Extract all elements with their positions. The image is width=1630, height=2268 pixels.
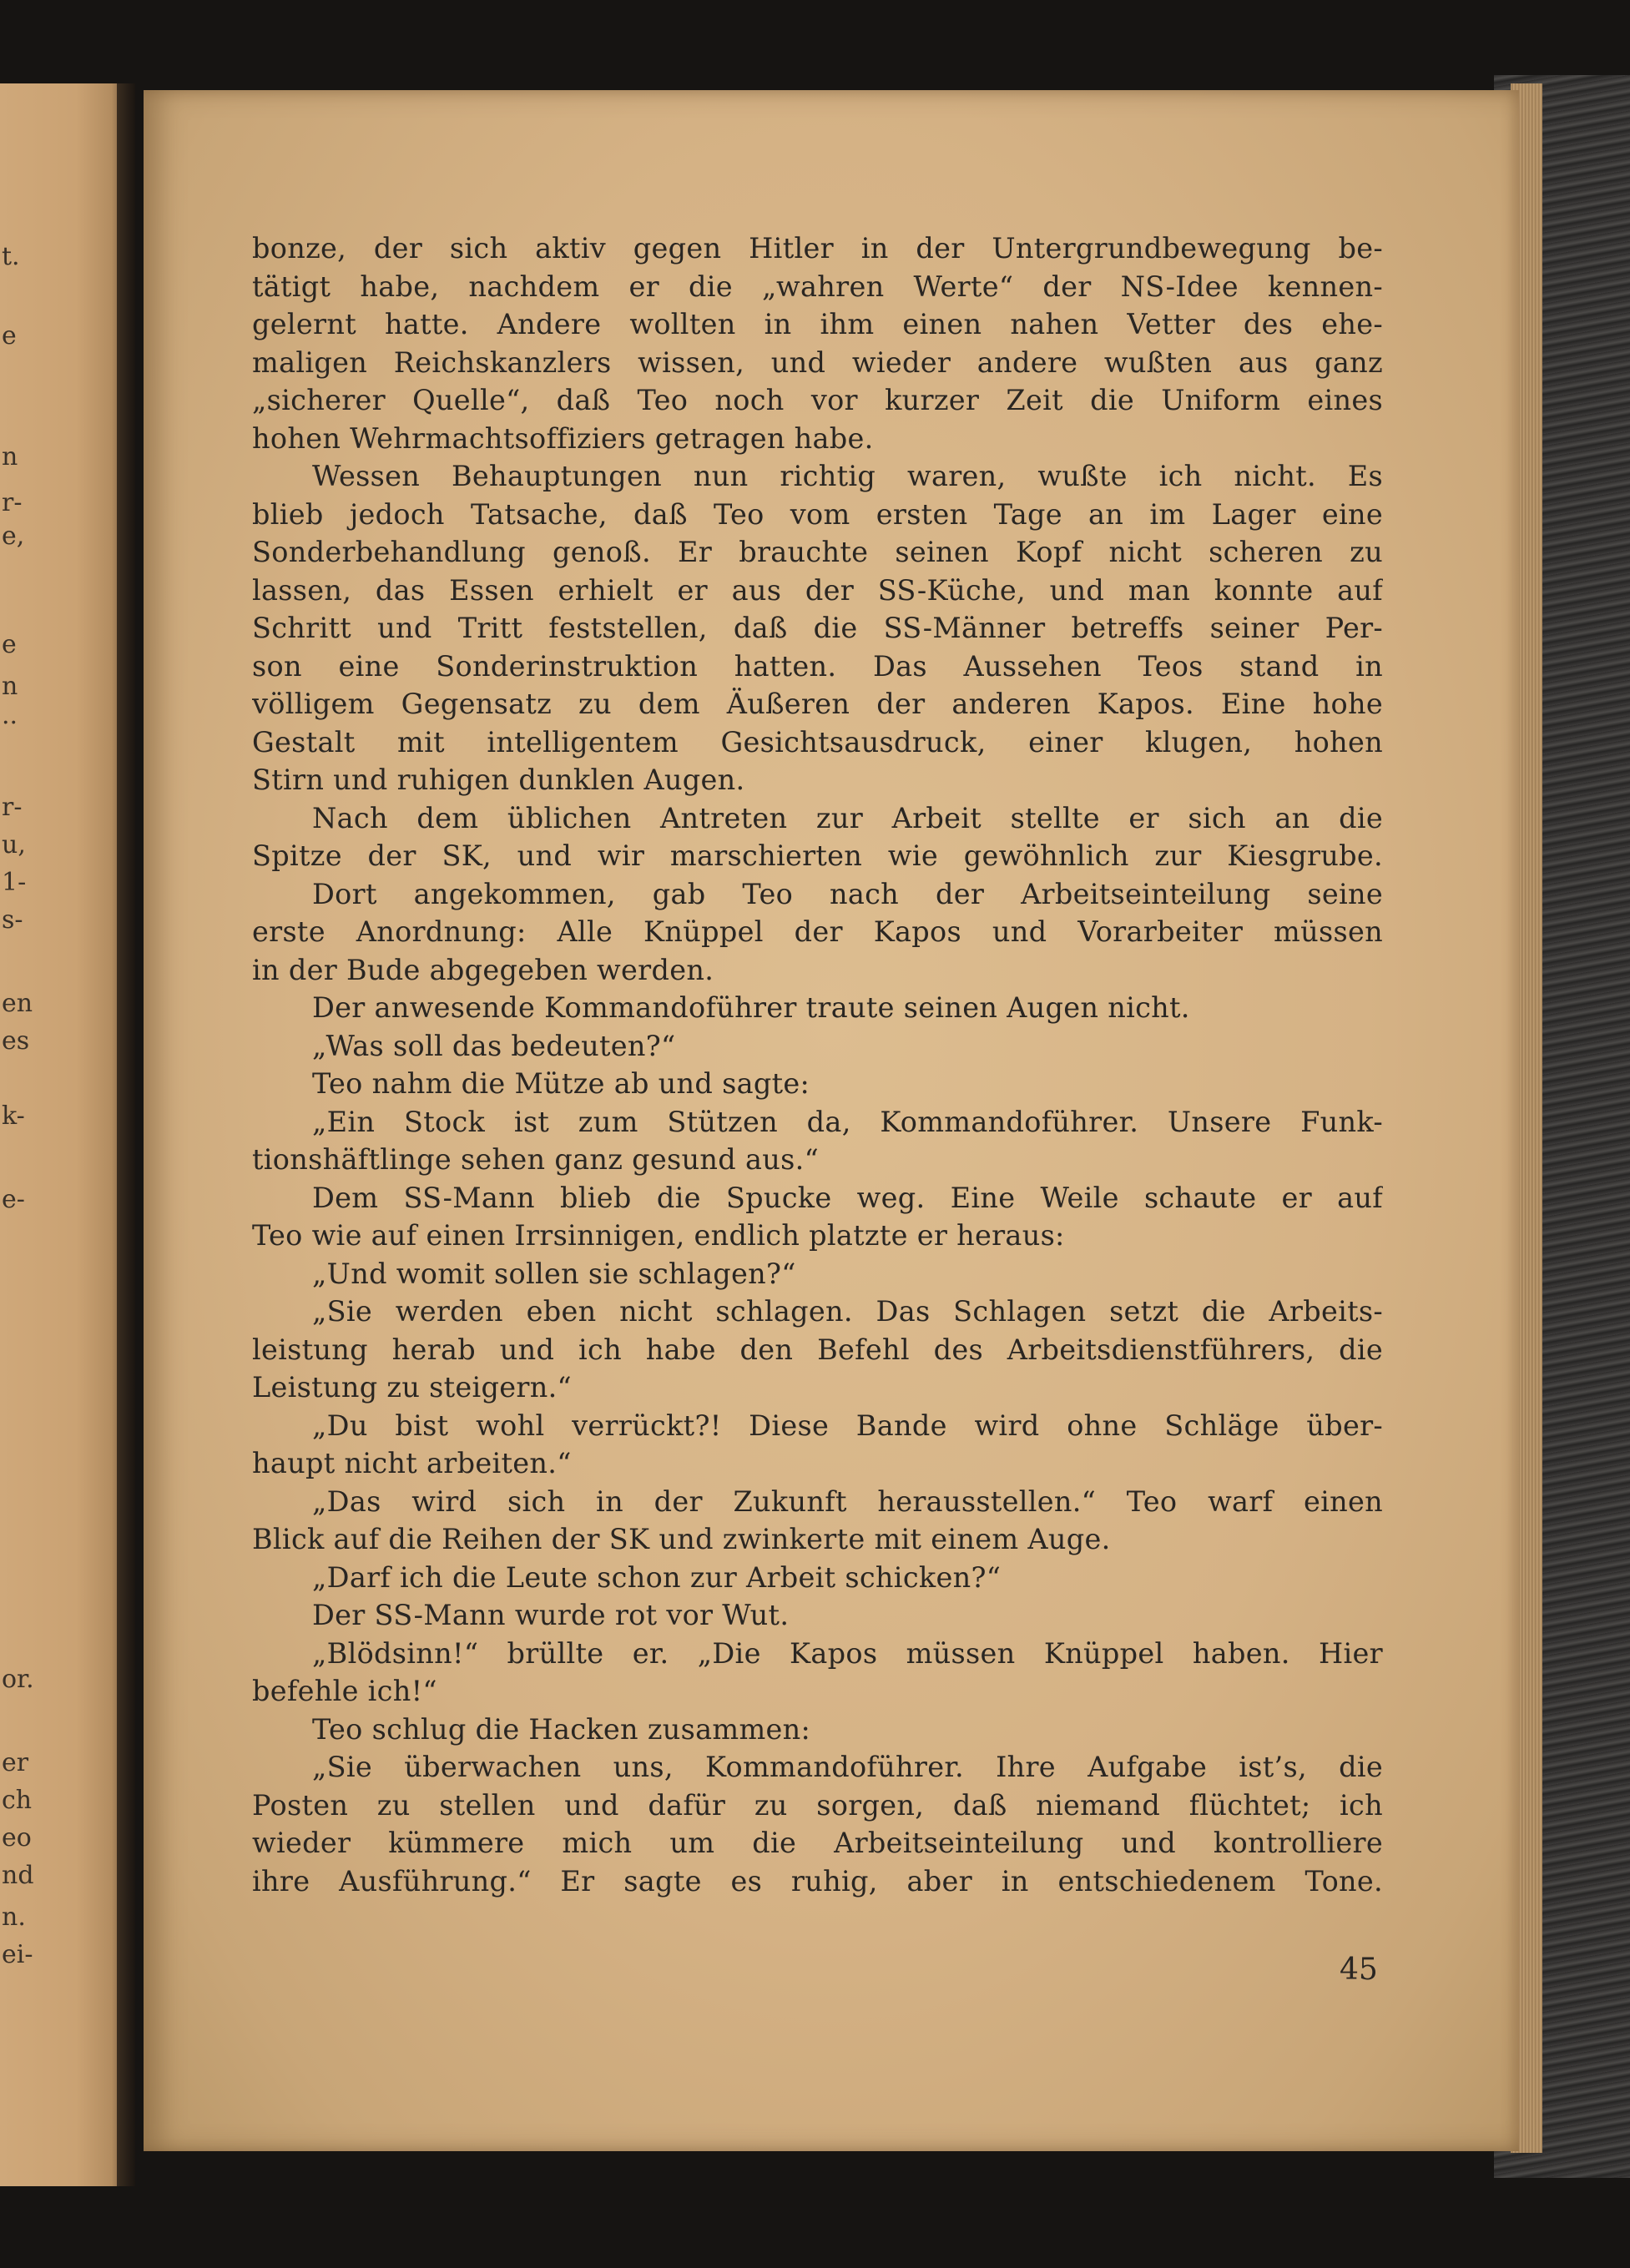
left-fragment: r- (2, 488, 23, 517)
left-fragment: en (2, 989, 33, 1018)
text-line: wieder kümmere mich um die Arbeitseinteilung und kontrolliere (252, 1827, 1383, 1859)
text-line: Der SS-Mann wurde rot vor Wut. (312, 1599, 790, 1631)
text-line: Spitze der SK, und wir marschierten wie gewöhnlich zur Kiesgrube. (252, 839, 1383, 872)
left-fragment: es (2, 1026, 30, 1056)
left-fragment: e (2, 630, 17, 659)
text-line: Gestalt mit intelligentem Gesichtsausdruck, einer klugen, hohen (252, 725, 1383, 759)
text-line: Schritt und Tritt feststellen, daß die SS-Männer betreffs seiner Per- (252, 612, 1383, 644)
left-fragment: e, (2, 522, 25, 551)
text-line: Posten zu stellen und dafür zu sorgen, daß niemand flüchtet; ich (252, 1788, 1383, 1822)
text-line: Teo nahm die Mütze ab und sagte: (312, 1067, 810, 1100)
text-line: Dem SS-Mann blieb die Spucke weg. Eine Weile schaute er auf (312, 1181, 1383, 1214)
text-line: Nach dem üblichen Antreten zur Arbeit stellte er sich an die (312, 801, 1383, 834)
book-gutter (117, 83, 135, 2186)
text-line: bonze, der sich aktiv gegen Hitler in der Untergrundbewegung be- (252, 232, 1383, 265)
text-line: „Blödsinn!“ brüllte er. „Die Kapos müssen Knüppel haben. Hier (312, 1636, 1383, 1670)
text-line: Wessen Behauptungen nun richtig waren, wußte ich nicht. Es (312, 460, 1383, 492)
text-line: „sicherer Quelle“, daß Teo noch vor kurzer Zeit die Uniform eines (252, 384, 1383, 416)
text-line: erste Anordnung: Alle Knüppel der Kapos und Vorarbeiter müssen (252, 915, 1383, 948)
text-line: maligen Reichskanzlers wissen, und wieder andere wußten aus ganz (252, 345, 1383, 379)
text-line: völligem Gegensatz zu dem Äußeren der anderen Kapos. Eine hohe (252, 688, 1383, 720)
text-line: „Und womit sollen sie schlagen?“ (312, 1257, 796, 1290)
text-line: tionshäftlinge sehen ganz gesund aus.“ (252, 1143, 819, 1176)
text-line: Sonderbehandlung genoß. Er brauchte seinen Kopf nicht scheren zu (252, 536, 1383, 568)
left-fragment: e (2, 321, 17, 350)
left-fragment: n (2, 672, 18, 701)
text-line: haupt nicht arbeiten.“ (252, 1447, 572, 1479)
text-line: blieb jedoch Tatsache, daß Teo vom ersten Tage an im Lager eine (252, 497, 1383, 531)
text-line: ihre Ausführung.“ Er sagte es ruhig, aber in entschiedenem Tone. (252, 1864, 1383, 1898)
left-fragment: or. (2, 1665, 34, 1694)
text-line: leistung herab und ich habe den Befehl des Arbeitsdienstführers, die (252, 1333, 1383, 1366)
left-fragment: k- (2, 1101, 25, 1131)
left-fragment: s- (2, 905, 23, 935)
text-line: „Was soll das bedeuten?“ (312, 1029, 676, 1062)
left-fragment: t. (2, 242, 20, 271)
text-line: Teo schlug die Hacken zusammen: (312, 1712, 811, 1746)
left-fragment: nd (2, 1861, 34, 1890)
left-fragment: .. (2, 701, 18, 730)
text-line: in der Bude abgegeben werden. (252, 953, 714, 986)
text-line: lassen, das Essen erhielt er aus der SS-Küche, und man konnte auf (252, 573, 1383, 607)
left-fragment: n (2, 442, 18, 471)
left-fragment: 1- (2, 868, 27, 897)
text-line: tätigt habe, nachdem er die „wahren Werte“ der NS-Idee kennen- (252, 270, 1383, 303)
left-fragment: u, (2, 830, 26, 859)
text-line: „Du bist wohl verrückt?! Diese Bande wird ohne Schläge über- (312, 1409, 1383, 1442)
text-line: Leistung zu steigern.“ (252, 1371, 572, 1404)
left-fragment: eo (2, 1823, 32, 1852)
text-line: „Ein Stock ist zum Stützen da, Kommandoführer. Unsere Funk- (312, 1105, 1383, 1138)
left-fragment: ch (2, 1786, 33, 1815)
left-fragment: r- (2, 793, 23, 822)
left-fragment: n. (2, 1903, 26, 1932)
text-line: „Sie werden eben nicht schlagen. Das Schlagen setzt die Arbeits- (312, 1295, 1383, 1328)
text-line: Dort angekommen, gab Teo nach der Arbeitseinteilung seine (312, 877, 1383, 910)
text-line: Der anwesende Kommandoführer traute seinen Augen nicht. (312, 991, 1190, 1024)
text-line: hohen Wehrmachtsoffiziers getragen habe. (252, 421, 874, 455)
text-line: befehle ich!“ (252, 1675, 437, 1707)
text-line: „Sie überwachen uns, Kommandoführer. Ihre Aufgabe ist’s, die (312, 1751, 1383, 1783)
text-line: „Darf ich die Leute schon zur Arbeit schicken?“ (312, 1560, 1002, 1594)
left-fragment: er (2, 1748, 29, 1777)
text-line: Blick auf die Reihen der SK und zwinkerte mit einem Auge. (252, 1523, 1111, 1555)
text-line: son eine Sonderinstruktion hatten. Das Aussehen Teos stand in (252, 649, 1383, 683)
text-line: Teo wie auf einen Irrsinnigen, endlich platzte er heraus: (252, 1219, 1065, 1252)
left-fragment: ei- (2, 1940, 33, 1969)
text-line: „Das wird sich in der Zukunft herausstellen.“ Teo warf einen (312, 1484, 1383, 1518)
page-body-text (252, 229, 1383, 1900)
text-line: Stirn und ruhigen dunklen Augen. (252, 764, 745, 796)
left-page-text-fragments (0, 0, 50, 2268)
page-number: 45 (1340, 1953, 1378, 1987)
text-line: gelernt hatte. Andere wollten in ihm einen nahen Vetter des ehe- (252, 308, 1383, 340)
left-fragment: e- (2, 1185, 25, 1214)
